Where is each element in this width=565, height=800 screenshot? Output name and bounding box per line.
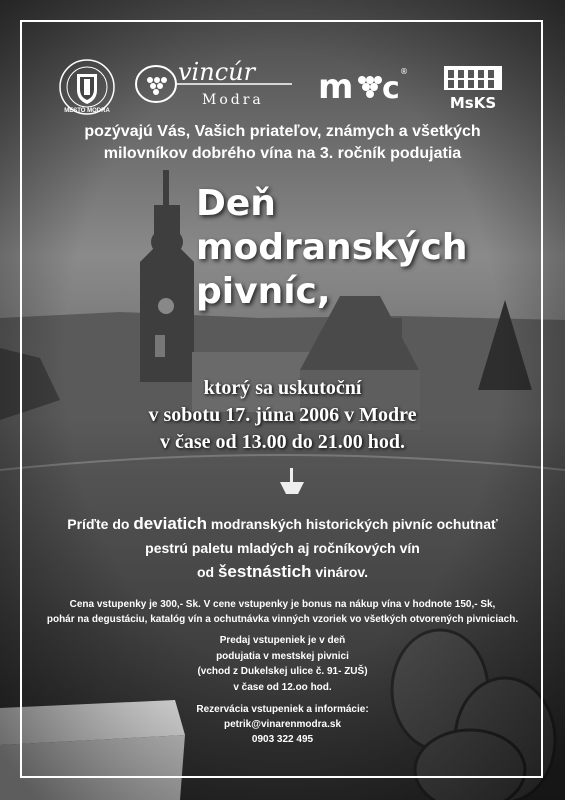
- when-line-1: ktorý sa uskutoční: [203, 377, 362, 399]
- contact-phone[interactable]: 0903 322 495: [251, 734, 314, 745]
- invite-line-2: pestrú paletu mladých aj ročníkových vín: [145, 540, 420, 556]
- mesto-modra-crest-logo: [58, 58, 116, 116]
- sale-info-line-2: podujatia v mestskej pivnici: [216, 650, 349, 662]
- ticket-info-line-2: pohár na degustáciu, katalóg vín a ochutnávka vinných vzoriek vo všetkých otvorených pivniciach.: [46, 614, 519, 625]
- contact-info: [20, 702, 545, 747]
- svg-text:m: m: [318, 67, 354, 107]
- invitation-headline: [30, 121, 535, 165]
- ticket-info-line-1: Cena vstupenky je 300,- Sk. V cene vstupenky je bonus na nákup vína v hodnote 150,- Sk,: [69, 599, 496, 610]
- sale-info-line-4: v čase od 12.oo hod.: [233, 681, 332, 693]
- vincur-script: vincúr: [178, 60, 256, 86]
- title-line-1: Deň: [196, 183, 276, 224]
- vincur-subtitle: Modra: [202, 92, 264, 108]
- headline-line-1: pozývajú Vás, Vašich priateľov, známych a všetkých: [84, 123, 481, 140]
- invite-line-3: od šestnástich vinárov.: [196, 562, 369, 581]
- when-line-3: v čase od 13.00 do 21.00 hod.: [159, 431, 406, 453]
- mvc-grapes-logo: [318, 64, 408, 108]
- vincur-modra-logo: [132, 60, 296, 114]
- sale-info-line-1: Predaj vstupeniek je v deň: [219, 635, 346, 646]
- ticket-price-info: [20, 597, 545, 627]
- title-line-3: pivníc,: [196, 271, 331, 312]
- svg-text:c: c: [382, 71, 400, 106]
- event-title: [196, 182, 468, 314]
- msks-label: MsKS: [449, 94, 497, 112]
- invite-line-1: Príďte do deviatich modranských historických pivníc ochutnať: [67, 514, 498, 533]
- ticket-sale-info: [20, 633, 545, 695]
- contact-heading: Rezervácia vstupeniek a informácie:: [196, 704, 369, 715]
- svg-text:®: ®: [400, 67, 408, 76]
- cellar-invitation: [20, 512, 545, 584]
- sale-info-line-3: (vchod z Dukelskej ulice č. 91- ZUŠ): [197, 666, 368, 677]
- mesto-modra-label: MESTO MODRA: [64, 108, 110, 114]
- headline-line-2: milovníkov dobrého vína na 3. ročník podujatia: [103, 145, 462, 162]
- sponsor-logos: [0, 58, 565, 118]
- title-line-2: modranských: [196, 227, 468, 268]
- when-line-2: v sobotu 17. júna 2006 v Modre: [148, 404, 417, 426]
- event-date-time: [0, 375, 565, 456]
- msks-building-logo: [440, 62, 506, 112]
- contact-email[interactable]: petrik@vinarenmodra.sk: [223, 719, 342, 730]
